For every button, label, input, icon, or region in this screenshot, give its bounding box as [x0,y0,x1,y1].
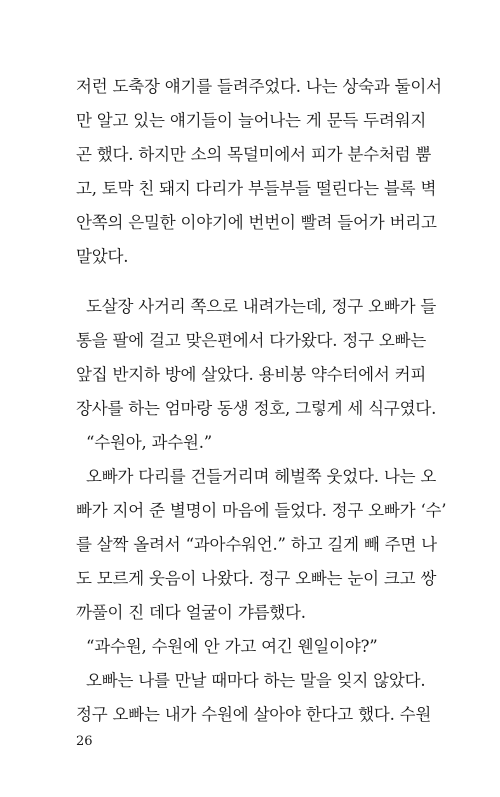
text-line: 고, 토막 친 돼지 다리가 부들부들 떨린다는 블록 벽 [76,179,437,198]
text-line: 오빠가 다리를 건들거리며 헤벌쭉 웃었다. 나는 오 [86,467,437,486]
page-number: 26 [76,734,93,749]
text-line: 도 모르게 웃음이 나왔다. 정구 오빠는 눈이 크고 쌍 [76,569,437,588]
text-line: 정구 오빠는 내가 수원에 살아야 한다고 했다. 수원 [76,705,432,724]
text-line: 장사를 하는 엄마랑 동생 정호, 그렇게 세 식구였다. [76,399,437,418]
text-line: 오빠는 나를 만날 때마다 하는 말을 잊지 않았다. [86,671,426,690]
text-line: 말았다. [76,247,129,266]
text-line: 앞집 반지하 방에 살았다. 용비봉 약수터에서 커피 [76,365,427,384]
text-line: 곤 했다. 하지만 소의 목덜미에서 피가 분수처럼 뿜 [76,145,432,164]
text-line: 안쪽의 은밀한 이야기에 번번이 빨려 들어가 버리고 [76,213,437,232]
text-line: 까풀이 진 데다 얼굴이 갸름했다. [76,603,306,622]
text-line: 만 알고 있는 얘기들이 늘어나는 게 문득 두려워지 [76,111,427,130]
text-line: 빠가 지어 준 별명이 마음에 들었다. 정구 오빠가 ‘수’ [76,501,447,520]
text-line: “과수원, 수원에 안 가고 여긴 웬일이야?” [86,637,378,656]
text-line: 도살장 사거리 쪽으로 내려가는데, 정구 오빠가 들 [86,297,437,316]
text-line: “수원아, 과수원.” [86,433,213,452]
text-line: 저런 도축장 얘기를 들려주었다. 나는 상숙과 둘이서 [76,77,442,96]
text-line: 를 살짝 올려서 “과아수워언.” 하고 길게 빼 주면 나 [76,535,437,554]
text-line: 통을 팔에 걸고 맞은편에서 다가왔다. 정구 오빠는 [76,331,427,350]
